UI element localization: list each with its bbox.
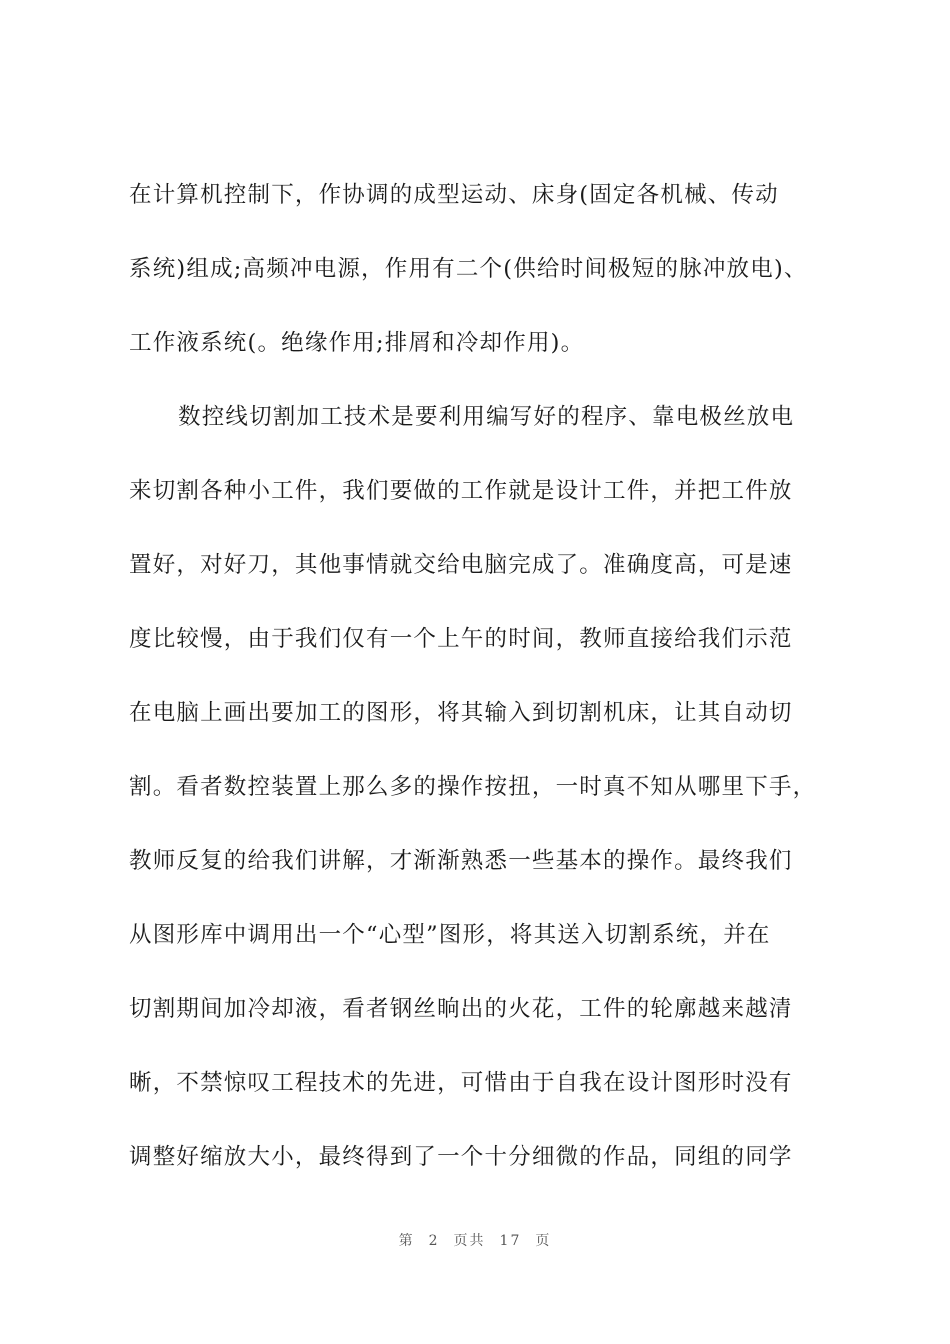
text-line: 晰，不禁惊叹工程技术的先进，可惜由于自我在设计图形时没有 [129, 1070, 793, 1096]
text-line: 在计算机控制下，作协调的成型运动、床身(固定各机械、传动 [129, 182, 779, 208]
text-line: 工作液系统(。绝缘作用;排屑和冷却作用)。 [129, 330, 585, 356]
text-line: 系统)组成;高频冲电源，作用有二个(供给时间极短的脉冲放电)、 [129, 256, 808, 282]
text-line: 教师反复的给我们讲解，才渐渐熟悉一些基本的操作。最终我们 [129, 848, 793, 874]
text-line: 割。看者数控装置上那么多的操作按扭，一时真不知从哪里下手， [129, 774, 817, 800]
footer-total-pages: 17 [499, 1233, 522, 1249]
page-footer [0, 1230, 950, 1250]
text-line: 从图形库中调用出一个“心型”图形，将其送入切割系统，并在 [129, 922, 771, 948]
paragraph-first-line: 数控线切割加工技术是要利用编写好的程序、靠电极丝放电 [178, 404, 795, 430]
text-line: 来切割各种小工件，我们要做的工作就是设计工件，并把工件放 [129, 478, 793, 504]
text-line: 切割期间加冷却液，看者钢丝晌出的火花，工件的轮廓越来越清 [129, 996, 793, 1022]
text-line: 在电脑上画出要加工的图形，将其输入到切割机床，让其自动切 [129, 700, 793, 726]
footer-middle: 页共 [453, 1233, 486, 1249]
footer-page-number: 2 [428, 1233, 440, 1249]
text-line: 调整好缩放大小，最终得到了一个十分细微的作品，同组的同学 [129, 1144, 793, 1170]
text-line: 度比较慢，由于我们仅有一个上午的时间，教师直接给我们示范 [129, 626, 793, 652]
footer-prefix: 第 [398, 1233, 415, 1249]
footer-suffix: 页 [535, 1233, 552, 1249]
text-line: 置好，对好刀，其他事情就交给电脑完成了。准确度高，可是速 [129, 552, 793, 578]
